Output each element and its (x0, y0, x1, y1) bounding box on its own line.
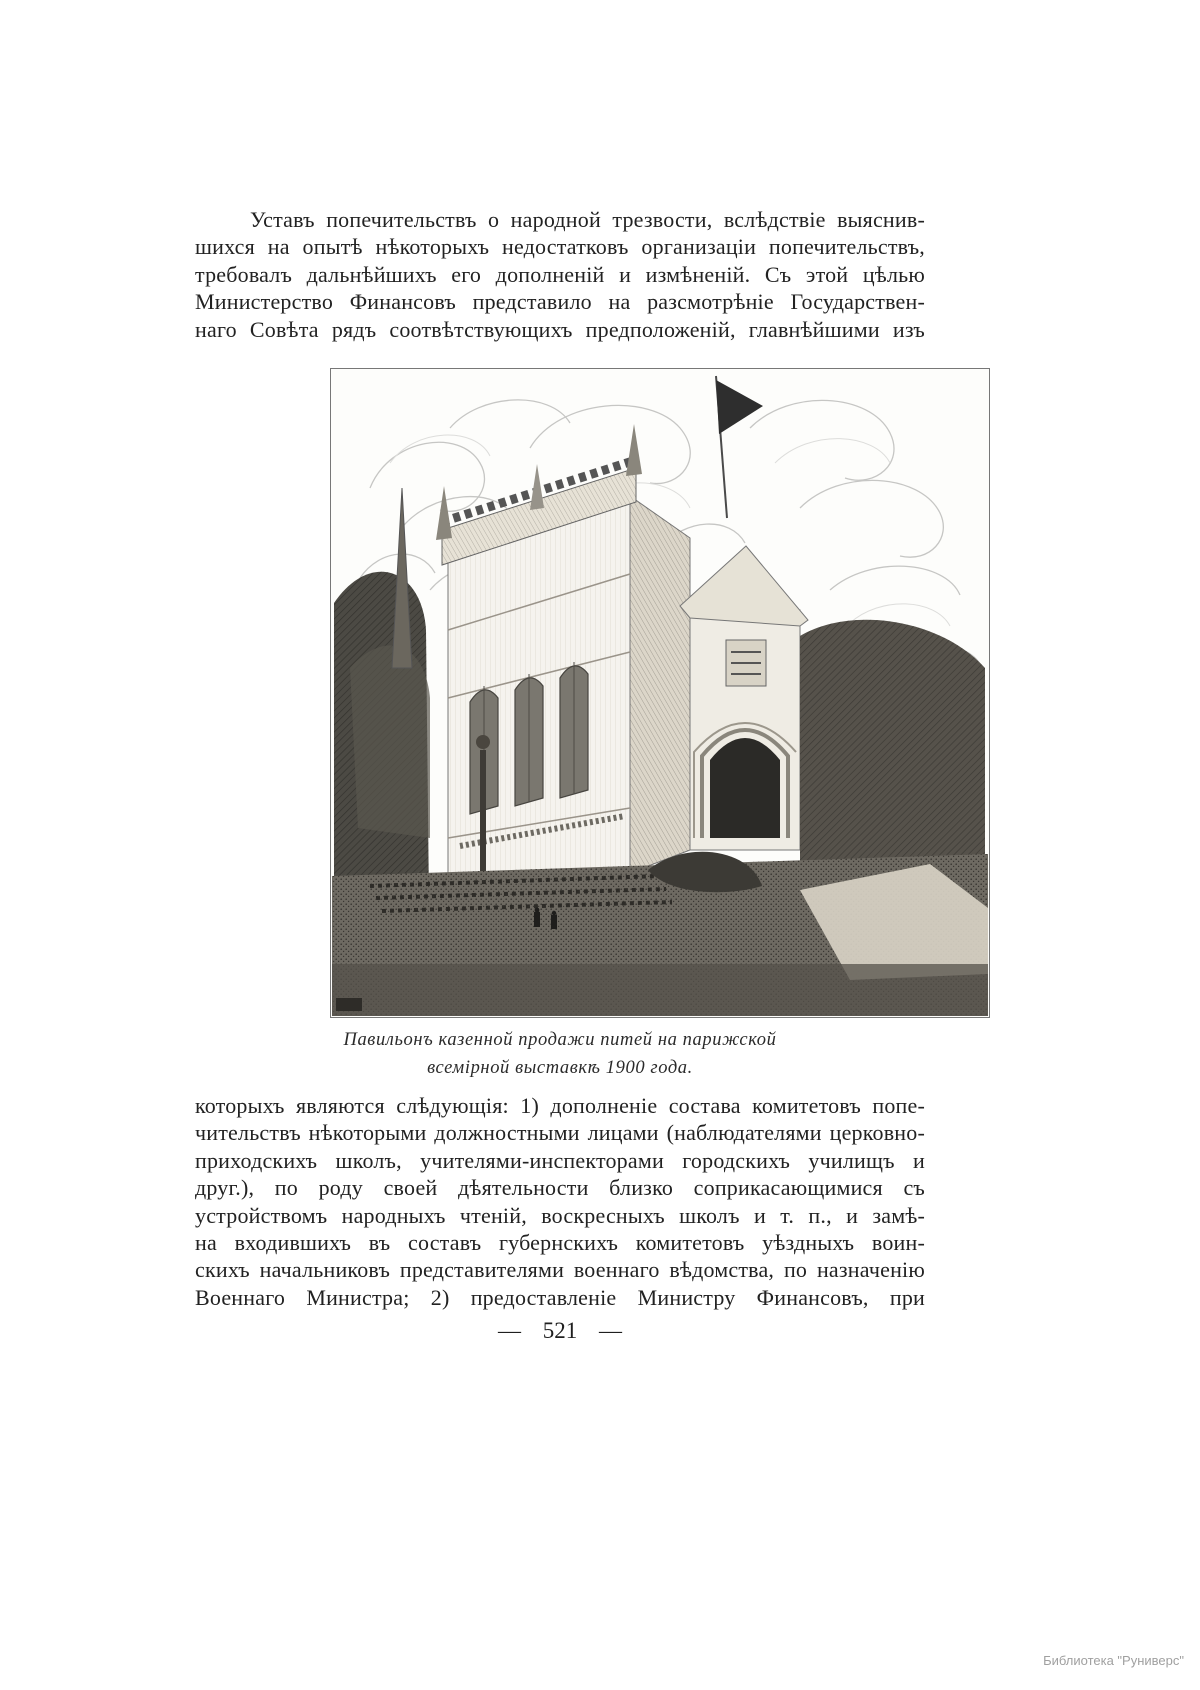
body-paragraph-2 (195, 1092, 925, 1311)
body-paragraph-1 (195, 206, 925, 343)
pavilion-engraving (330, 368, 990, 1018)
text-line: на входившихъ въ составъ губернскихъ комитетовъ уѣздныхъ воин- (195, 1230, 925, 1256)
watermark: Библиотека "Руниверс" (1043, 1653, 1184, 1668)
text-line: скихъ начальниковъ представителями военнаго вѣдомства, по назначенію (195, 1257, 925, 1283)
figure-engraving (330, 368, 990, 1018)
text-line: шихся на опытѣ нѣкоторыхъ недостатковъ организаціи попечительствъ, (195, 234, 925, 260)
figure-caption (195, 1026, 925, 1082)
text-line: требовалъ дальнѣйшихъ его дополненій и измѣненій. Съ этой цѣлью (195, 261, 925, 287)
text-line: Военнаго Министра; 2) предоставленіе Министру Финансовъ, при (195, 1284, 925, 1310)
page-number: — 521 — (498, 1318, 622, 1343)
text-line: друг.), по роду своей дѣятельности близко соприкасающимися съ (195, 1175, 925, 1201)
text-line: Министерство Финансовъ представило на разсмотрѣніе Государствен- (195, 289, 925, 315)
caption-line: всемірной выставкѣ 1900 года. (427, 1058, 693, 1078)
text-line: чительствъ нѣкоторыми должностными лицами (наблюдателями церковно- (195, 1120, 925, 1146)
caption-line: Павильонъ казенной продажи питей на парижской (343, 1030, 777, 1050)
text-line: приходскихъ школъ, учителями-инспекторами городскихъ училищъ и (195, 1147, 925, 1173)
text-line: устройствомъ народныхъ чтеній, воскресныхъ школъ и т. п., и замѣ- (195, 1202, 925, 1228)
text-line: которыхъ являются слѣдующія: 1) дополненіе состава комитетовъ попе- (195, 1093, 925, 1118)
text-line: наго Совѣта рядъ соотвѣтствующихъ предположеній, главнѣйшими изъ (195, 316, 925, 342)
text-line: Уставъ попечительствъ о народной трезвости, вслѣдствіе выяснив- (250, 207, 925, 232)
